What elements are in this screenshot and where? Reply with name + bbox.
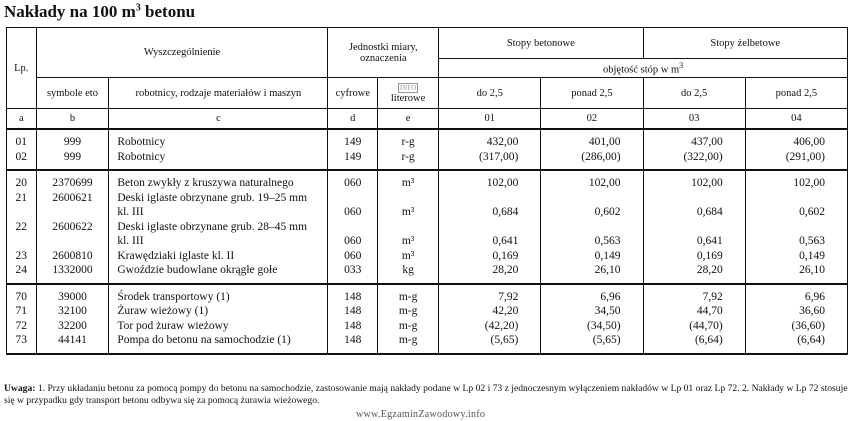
header-jednostki: Jednostki miary, oznaczenia — [328, 28, 439, 78]
value-cell-02 — [541, 170, 643, 284]
header-cyfrowe: cyfrowe — [328, 78, 378, 109]
table-cell-line: 2600810 — [52, 249, 93, 262]
symbol-cell — [36, 129, 109, 170]
table-cell-line — [381, 191, 435, 206]
header-col-03: do 2,5 — [643, 78, 745, 109]
info-icon: INFO — [399, 83, 417, 92]
table-cell-line: Robotnicy — [117, 136, 166, 148]
table-cell-line: kg — [402, 264, 414, 276]
table-cell-line: m³ — [401, 235, 415, 247]
table-cell-line — [647, 220, 723, 235]
table-cell-line: m-g — [398, 290, 418, 303]
table-cell-line: Żuraw wieżowy (1) — [117, 305, 209, 317]
table-cell-line: Gwoździe budowlane okrągłe gołe — [117, 264, 278, 276]
symbol-cell — [36, 170, 109, 284]
table-cell-line: kl. III — [117, 235, 144, 247]
table-cell-line: Pompa do betonu na samochodzie (1) — [117, 334, 291, 346]
value-cell-03 — [643, 284, 745, 354]
table-cell-line: m³ — [401, 177, 415, 189]
letter-c: c — [109, 109, 328, 130]
table-cell-line: (5,65) — [490, 334, 519, 346]
table-cell-line: 148 — [344, 290, 362, 303]
header-lp: Lp. — [7, 28, 37, 109]
table-cell-line: 26,10 — [799, 264, 825, 276]
table-cell-line: 406,00 — [793, 136, 825, 148]
table-cell-line: 102,00 — [588, 177, 621, 189]
lp-cell — [7, 129, 37, 170]
watermark: www.EgzaminZawodowy.info — [356, 409, 486, 420]
table-cell-line: 21 — [15, 191, 28, 204]
letter-02: 02 — [541, 109, 643, 130]
table-cell-line: 2600621 — [52, 191, 93, 204]
table-cell-line — [40, 205, 106, 220]
table-cell-line: 01 — [15, 136, 28, 148]
header-wyszczegolnienie: Wyszczególnienie — [36, 28, 328, 78]
table-cell-line: 44,70 — [696, 305, 723, 317]
value-cell-04 — [745, 129, 847, 170]
letter-b: b — [36, 109, 109, 130]
table-cell-line: 6,96 — [600, 290, 621, 303]
table-cell-line: 060 — [344, 249, 362, 262]
table-cell-line: (5,65) — [592, 334, 621, 346]
value-cell-02 — [541, 284, 643, 354]
table-cell-line: 2600622 — [52, 220, 93, 233]
letter-d: d — [328, 109, 378, 130]
header-literowe: INFO literowe — [378, 78, 439, 109]
table-cell-line: 0,602 — [799, 206, 825, 218]
table-cell-line: 0,602 — [594, 206, 621, 218]
table-cell-line: 0,563 — [594, 235, 621, 247]
table-cell-line: Środek transportowy (1) — [117, 290, 230, 303]
header-col-04: ponad 2,5 — [745, 78, 847, 109]
table-cell-line: 34,50 — [594, 305, 621, 317]
letter-a: a — [7, 109, 37, 130]
table-cell-line: 149 — [344, 150, 362, 163]
table-cell-line: m-g — [398, 305, 418, 317]
table-cell-line: 149 — [344, 136, 362, 148]
table-cell-line: 148 — [344, 334, 362, 346]
table-cell-line: 999 — [63, 150, 82, 163]
table-cell-line — [10, 205, 33, 220]
table-cell-line: (286,00) — [581, 150, 621, 163]
table-cell-line: Robotnicy — [117, 150, 166, 163]
table-cell-line: 102,00 — [691, 177, 723, 189]
table-cell-line: 26,10 — [594, 264, 621, 276]
table-cell-line: Deski iglaste obrzynane grub. 19–25 mm — [117, 191, 308, 204]
table-cell-line: 0,641 — [696, 235, 723, 247]
unit-code-cell — [328, 170, 378, 284]
table-cell-line: (36,60) — [791, 319, 825, 332]
unit-code-cell — [328, 129, 378, 170]
table-cell-line: 70 — [15, 290, 28, 303]
unit-cell — [378, 170, 439, 284]
table-cell-line: (291,00) — [785, 150, 825, 163]
table-cell-line: 71 — [15, 305, 28, 317]
table-cell-line: Tor pod żuraw wieżowy — [117, 319, 229, 332]
table-cell-line: m-g — [398, 319, 418, 332]
table-cell-line: (317,00) — [479, 150, 519, 163]
table-cell-line: 39000 — [58, 290, 87, 303]
table-cell-line: 28,20 — [696, 264, 723, 276]
table-cell-line: Deski iglaste obrzynane grub. 28–45 mm — [117, 220, 308, 233]
table-cell-line: 1332000 — [52, 264, 93, 276]
table-cell-line: 20 — [15, 177, 28, 189]
letter-01: 01 — [439, 109, 541, 130]
value-cell-04 — [745, 284, 847, 354]
row-group — [7, 170, 848, 284]
table-cell-line: m³ — [401, 206, 415, 218]
table-cell-line: 73 — [15, 334, 28, 346]
table-cell-line: 23 — [15, 249, 28, 262]
row-group — [7, 129, 848, 170]
table-cell-line: 36,60 — [799, 305, 825, 317]
table-cell-line: 432,00 — [486, 136, 519, 148]
table-cell-line: 7,92 — [702, 290, 723, 303]
header-stopy-zelbetowe: Stopy żelbetowe — [643, 28, 847, 59]
header-objetosc: objętość stóp w $m^3$ — [439, 59, 848, 78]
value-cell-01 — [439, 129, 541, 170]
table-cell-line: 060 — [344, 177, 362, 189]
header-col-02: ponad 2,5 — [541, 78, 643, 109]
table-cell-line — [647, 191, 723, 206]
description-cell — [109, 170, 328, 284]
table-cell-line: 0,641 — [492, 235, 519, 247]
table-cell-line: (6,64) — [694, 334, 723, 346]
table-cell-line: 28,20 — [492, 264, 519, 276]
table-cell-line — [442, 191, 518, 206]
table-cell-line: 0,169 — [492, 249, 519, 262]
table-cell-line: 999 — [63, 136, 82, 148]
table-cell-line — [381, 220, 435, 235]
unit-code-cell — [328, 284, 378, 354]
table-cell-line — [544, 220, 620, 235]
table-cell-line: 7,92 — [498, 290, 519, 303]
table-cell-line: 0,149 — [799, 249, 825, 262]
table-cell-line: r-g — [401, 150, 415, 163]
table-cell-line: m-g — [398, 334, 418, 346]
table-cell-line: (6,64) — [797, 334, 825, 346]
table-cell-line: 0,684 — [492, 206, 519, 218]
letter-03: 03 — [643, 109, 745, 130]
header-col-01: do 2,5 — [439, 78, 541, 109]
table-cell-line: kl. III — [117, 206, 144, 218]
header-stopy-betonowe: Stopy betonowe — [439, 28, 643, 59]
table-cell-line: 6,96 — [804, 290, 825, 303]
table-cell-line: 0,684 — [696, 206, 723, 218]
value-cell-01 — [439, 284, 541, 354]
table-cell-line: 0,169 — [696, 249, 723, 262]
footnote: Uwaga: 1. Przy układaniu betonu za pomocą pompy do betonu na samochodzie, zastosowanie mają nakłady podane w Lp 02 i 73 z jednoczesnym wyłączeniem nakładów w Lp 01 oraz Lp 72. 2. Nakłady w Lp 72 stosuje się w przypadku gdy transport betonu odbywa się za pomocą żurawia wieżowego. — [4, 383, 848, 406]
table-cell-line: 32100 — [58, 305, 87, 317]
table-cell-line: 437,00 — [691, 136, 723, 148]
lp-cell — [7, 284, 37, 354]
table-cell-line: 060 — [344, 235, 362, 247]
table-cell-line: Beton zwykły z kruszywa naturalnego — [117, 177, 294, 189]
unit-cell — [378, 284, 439, 354]
table-cell-line — [40, 234, 106, 249]
table-cell-line: 72 — [15, 319, 28, 332]
table-cell-line — [331, 220, 374, 235]
header-robotnicy: robotnicy, rodzaje materiałów i maszyn — [109, 78, 328, 109]
table-cell-line: 148 — [344, 305, 362, 317]
value-cell-03 — [643, 129, 745, 170]
row-group — [7, 284, 848, 354]
header-symbole: symbole eto — [36, 78, 109, 109]
value-cell-01 — [439, 170, 541, 284]
table-cell-line — [442, 220, 518, 235]
table-cell-line: (322,00) — [683, 150, 723, 163]
table-cell-line: 148 — [344, 319, 362, 332]
value-cell-02 — [541, 129, 643, 170]
table-cell-line: 44141 — [58, 334, 87, 346]
table-cell-line: 060 — [344, 206, 362, 218]
table-cell-line — [544, 191, 620, 206]
letter-04: 04 — [745, 109, 847, 130]
table-cell-line: (44,70) — [689, 319, 723, 332]
description-cell — [109, 284, 328, 354]
table-cell-line — [749, 220, 825, 235]
table-cell-line — [749, 191, 825, 206]
table-cell-line: 102,00 — [793, 177, 825, 189]
table-cell-line — [331, 191, 374, 206]
table-cell-line: m³ — [401, 249, 415, 262]
table-cell-line: 2370699 — [52, 177, 93, 189]
table-cell-line: 42,20 — [492, 305, 519, 317]
symbol-cell — [36, 284, 109, 354]
table-cell-line: (42,20) — [484, 319, 519, 332]
description-cell — [109, 129, 328, 170]
table-cell-line: 02 — [15, 150, 28, 163]
lp-cell — [7, 170, 37, 284]
norms-table — [6, 27, 848, 355]
table-cell-line: 24 — [15, 264, 28, 276]
table-cell-line: 0,563 — [799, 235, 825, 247]
value-cell-04 — [745, 170, 847, 284]
table-cell-line: 401,00 — [588, 136, 621, 148]
table-cell-line: Krawędziaki iglaste kl. II — [117, 249, 235, 262]
table-cell-line: 0,149 — [594, 249, 621, 262]
table-cell-line: 22 — [15, 220, 28, 233]
table-cell-line: 102,00 — [486, 177, 519, 189]
value-cell-03 — [643, 170, 745, 284]
table-cell-line: r-g — [401, 136, 415, 148]
table-cell-line: 033 — [344, 264, 362, 276]
unit-cell — [378, 129, 439, 170]
letter-e: e — [378, 109, 439, 130]
table-cell-line: 32200 — [58, 319, 87, 332]
page-title: Nakłady na 100 $m^3$ betonu — [4, 2, 196, 21]
table-cell-line — [10, 234, 33, 249]
table-cell-line: (34,50) — [586, 319, 621, 332]
